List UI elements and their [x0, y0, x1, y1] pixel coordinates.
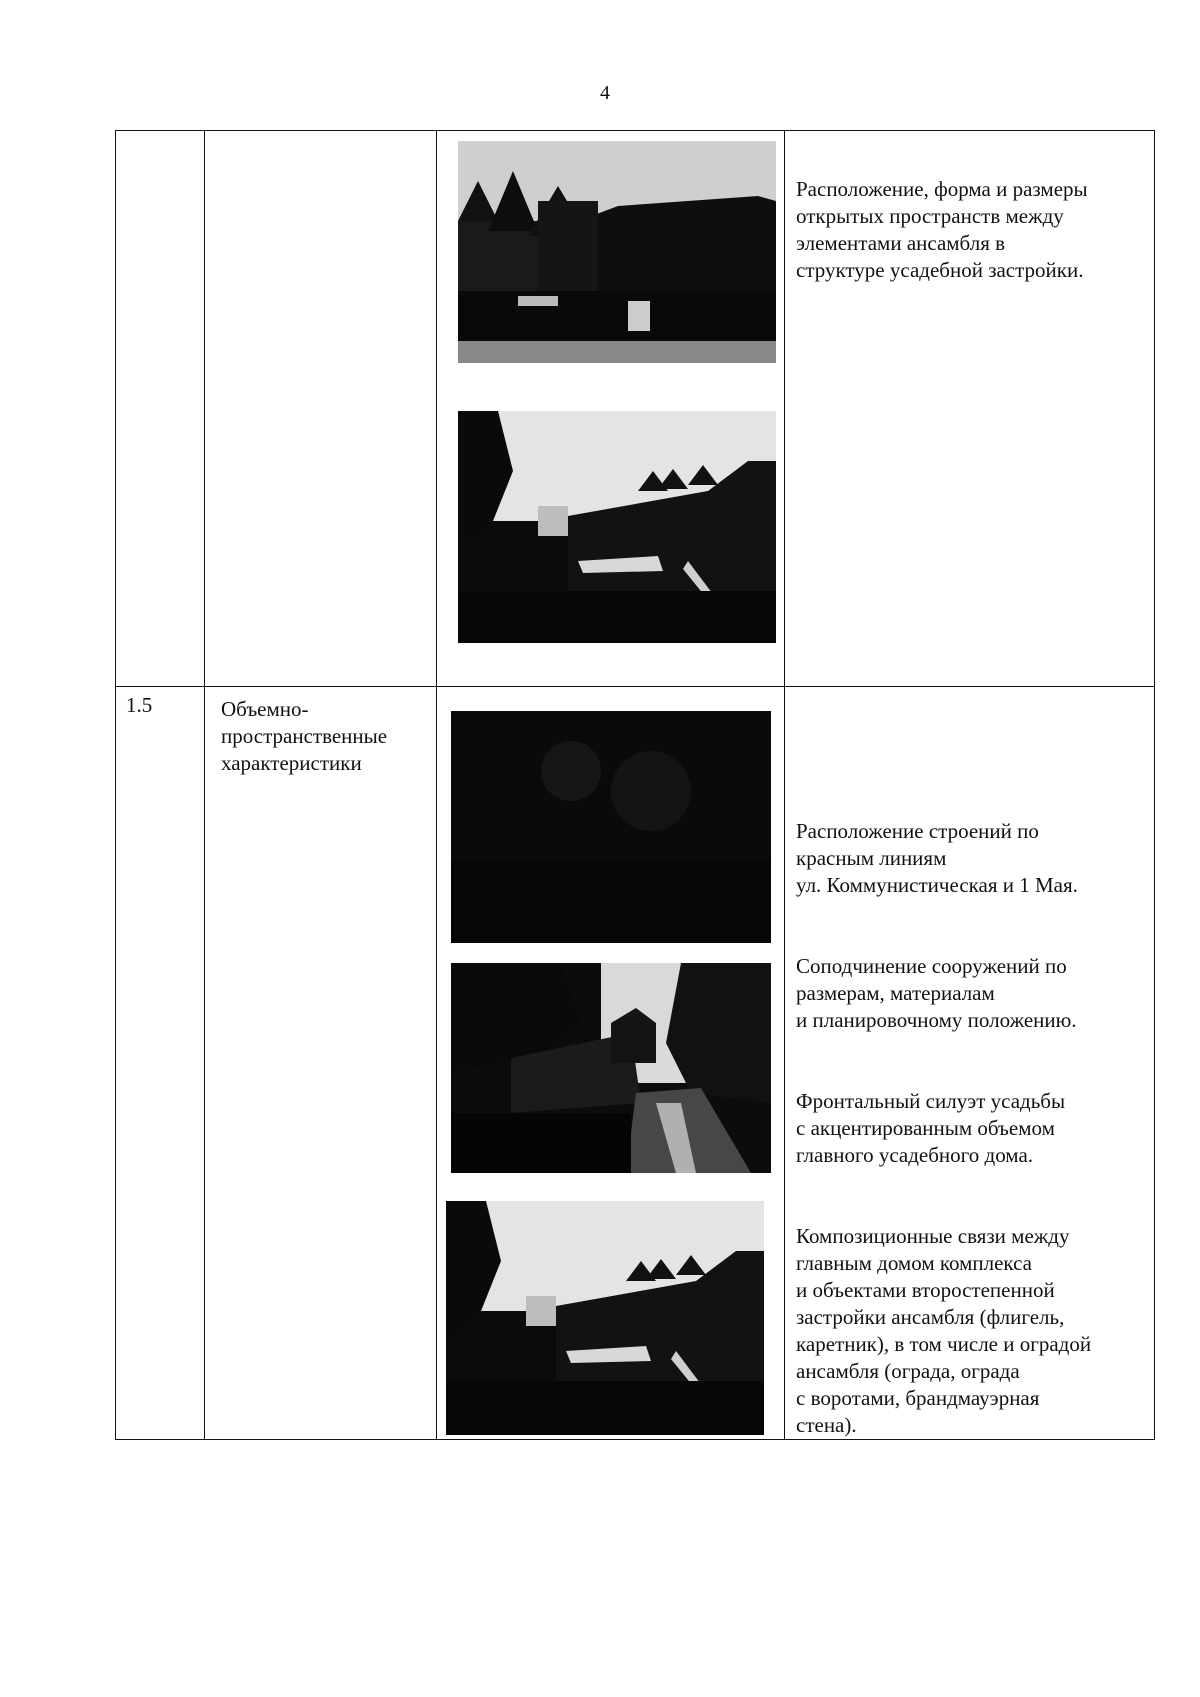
- photo-estate-wing-icon: [446, 1201, 764, 1435]
- row-title: Объемно- пространственные характеристики: [221, 697, 388, 775]
- photo-dark-trees-icon: [451, 711, 771, 943]
- column-divider-1: [204, 131, 205, 1439]
- photo-estate-wing: [458, 411, 776, 643]
- description-compositional-links: Композиционные связи между главным домом комплекса и объектами второстепенной застройки ансамбля (флигель, каретник), в том числе и оградой ансамбля (ограда, ограда с воротами, брандмауэрная стена).: [796, 1224, 1092, 1437]
- photo-dark-trees: [451, 711, 771, 943]
- column-divider-2: [436, 131, 437, 1439]
- description-silhouette: Фронтальный силуэт усадьбы с акцентированным объемом главного усадебного дома.: [796, 1089, 1066, 1167]
- column-divider-3: [784, 131, 785, 1439]
- row-number: 1.5: [126, 693, 153, 717]
- volumetric-descriptions: [796, 791, 1151, 1493]
- photo-fence-street-icon: [451, 963, 771, 1173]
- photo-estate-courtyard: [458, 141, 776, 363]
- description-red-lines: Расположение строений по красным линиям ул. Коммунистическая и 1 Мая.: [796, 819, 1078, 897]
- page-number: 4: [600, 82, 610, 104]
- open-spaces-description: Расположение, форма и размеры открытых пространств между элементами ансамбля в структуре усадебной застройки.: [796, 177, 1088, 282]
- photo-estate-courtyard-icon: [458, 141, 776, 363]
- description-subordination: Соподчинение сооружений по размерам, материалам и планировочному положению.: [796, 954, 1077, 1032]
- photo-estate-wing-2: [446, 1201, 764, 1435]
- row-divider: [116, 686, 1154, 687]
- characteristics-table: [115, 130, 1155, 1440]
- photo-fence-street: [451, 963, 771, 1173]
- photo-estate-wing-icon: [458, 411, 776, 643]
